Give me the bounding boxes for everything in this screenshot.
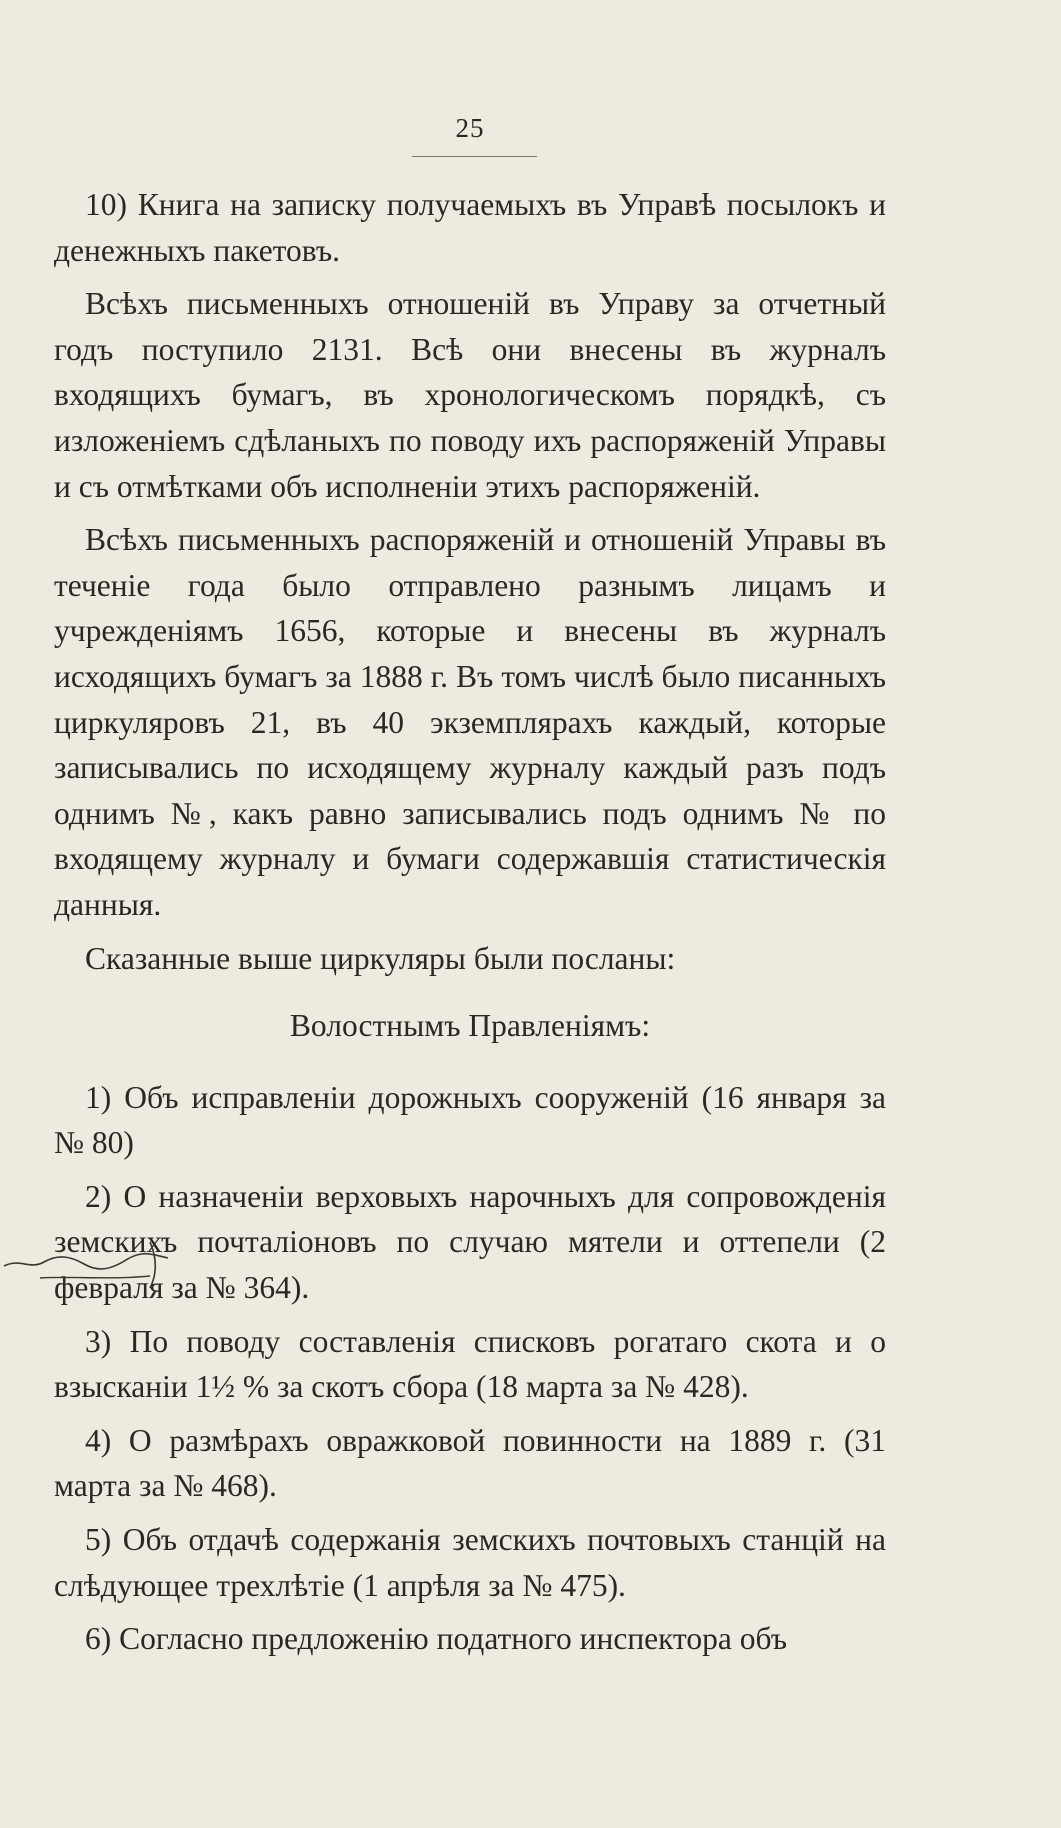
list-item: 1) Объ исправленiи дорожныхъ сооруженiй (16 января за № 80): [54, 1079, 886, 1161]
paragraph-outgoing-letters: Всѣхъ письменныхъ распоряженiй и отношенiй Управы въ теченiе года было отправлено разнымъ лицамъ и учрежденiямъ 1656, которые и внесены въ журналъ исходящихъ бумагъ за 1888 г. Въ томъ числѣ было писанныхъ циркуляровъ 21, въ 40 экземплярахъ каждый, которые записывались по исходящему журналу каждый разъ подъ однимъ №, какъ равно записывались подъ однимъ № по входящему журналу и бумаги содержавшiя статистическiя данныя.: [54, 522, 886, 922]
page-number: 25: [455, 113, 485, 143]
page-body: [54, 182, 886, 1670]
section-heading: Волостнымъ Правленiямъ:: [289, 1008, 651, 1044]
paragraph-circulars-intro: Сказанные выше циркуляры были посланы:: [85, 940, 676, 976]
list-item: 3) По поводу составленiя списковъ рогатаго скота и о взысканiи 1½ % за скотъ сбора (18 марта за № 428).: [54, 1323, 886, 1405]
list-item: 6) Согласно предложенiю податного инспектора объ: [85, 1621, 788, 1657]
header-rule: [412, 156, 537, 157]
list-item: 5) Объ отдачѣ содержанiя земскихъ почтовыхъ станцiй на слѣдующее трехлѣтiе (1 апрѣля за № 475).: [54, 1522, 886, 1603]
list-item: 4) О размѣрахъ овражковой повинности на 1889 г. (31 марта за № 468).: [54, 1422, 886, 1504]
list-item: 2) О назначенiи верховыхъ нарочныхъ для сопровожденiя земскихъ почталiоновъ по случаю мятели и оттепели (2 февраля за № 364).: [54, 1178, 886, 1306]
paragraph-item-10: 10) Книга на записку получаемыхъ въ Управѣ посылокъ и денежныхъ пакетовъ.: [54, 187, 886, 268]
paragraph-incoming-letters: Всѣхъ письменныхъ отношенiй въ Управу за отчетный годъ поступило 2131. Всѣ они внесены въ журналъ входящихъ бумагъ, въ хронологическомъ порядкѣ, съ изложенiемъ сдѣланыхъ по поводу ихъ распоряженiй Управы и съ отмѣтками объ исполненiи этихъ распоряженiй.: [54, 286, 886, 504]
